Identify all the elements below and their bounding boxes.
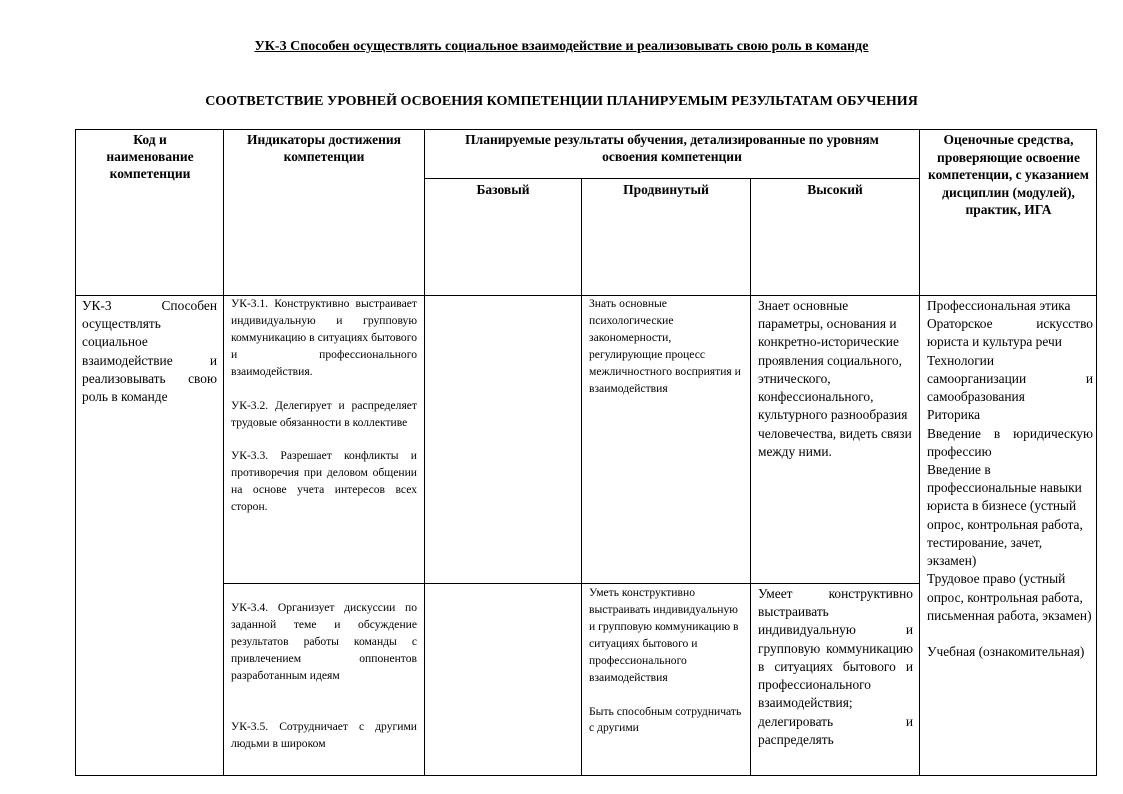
advanced-skill: Уметь конструктивно выстраивать индивидуальную и групповую коммуникацию в ситуациях бытового и профессионального взаимодействия: [589, 586, 739, 684]
row-divider: [424, 178, 920, 179]
assessment-item: Введение в юридическую профессию: [927, 425, 1093, 459]
advanced-result-2: [589, 585, 745, 737]
indicator-3-1: УК-3.1. Конструктивно выстраивает индивидуальную и групповую коммуникацию в ситуациях бытового и профессионального взаимодействия.: [231, 297, 417, 378]
indicator-3-4: УК-3.4. Организует дискуссии по заданной теме и обсуждение результатов работы команды с привлечением оппонентов разработанным идеям: [231, 601, 417, 682]
indicators-cell-1: [231, 296, 417, 516]
assessment-item: Риторика: [927, 407, 981, 423]
table-border-top: [75, 129, 1097, 130]
table-border-left: [75, 129, 76, 776]
assessment-item: Профессиональная этика: [927, 298, 1071, 313]
indicator-3-5: УК-3.5. Сотрудничает с другими людьми в широком: [231, 719, 417, 750]
indicator-3-3: УК-3.3. Разрешает конфликты и противоречия при деловом общении на основе учета интересов всех сторон.: [231, 449, 417, 514]
assessment-item: Введение в профессиональные навыки юриста в бизнесе (устный опрос, контрольная работа, тестирование, зачет, экзамен): [927, 461, 1083, 569]
header-advanced: Продвинутый: [623, 182, 709, 197]
assessment-cell: [927, 297, 1093, 661]
assessment-item: Учебная (ознакомительная): [927, 643, 1085, 659]
row-divider: [75, 295, 1097, 296]
header-planned-results: Планируемые результаты обучения, детализированные по уровням освоения компетенции: [465, 132, 879, 165]
high-result-1: Знает основные параметры, основания и конкретно-исторические проявления социального, этнического, конфессионального, культурного разнообразия человечества, видеть связи между ними.: [758, 298, 912, 459]
high-result-2: Умеет конструктивно выстраивать индивидуальную и групповую коммуникацию в ситуациях бытового и профессионального взаимодействия; делегировать и распределять: [758, 586, 913, 747]
row-divider: [223, 583, 920, 584]
indicator-3-2: УК-3.2. Делегирует и распределяет трудовые обязанности в коллективе: [231, 398, 417, 429]
column-divider: [223, 129, 224, 776]
assessment-item: Трудовое право (устный опрос, контрольная работа, письменная работа, экзамен): [927, 571, 1092, 623]
advanced-ability: Быть способным сотрудничать с другими: [589, 704, 742, 735]
header-high: Высокий: [807, 182, 863, 197]
page-title: УК-3 Способен осуществлять социальное взаимодействие и реализовывать свою роль в команде: [254, 39, 869, 54]
table-title: СООТВЕТСТВИЕ УРОВНЕЙ ОСВОЕНИЯ КОМПЕТЕНЦИИ ПЛАНИРУЕМЫМ РЕЗУЛЬТАТАМ ОБУЧЕНИЯ: [205, 94, 918, 109]
header-code: Код и наименование компетенции: [106, 132, 194, 182]
indicators-cell-2: [231, 600, 417, 752]
table-border-right: [1096, 129, 1097, 776]
column-divider: [919, 129, 920, 776]
header-basic: Базовый: [476, 182, 530, 197]
competence-name: УК-3 Способен осуществлять социальное взаимодействие и реализовывать свою роль в команде: [82, 298, 217, 405]
header-assessment: Оценочные средства, проверяющие освоение компетенции, с указанием дисциплин (модулей), практик, ИГА: [928, 132, 1089, 218]
header-indicators: Индикаторы достижения компетенции: [247, 132, 401, 165]
column-divider: [581, 178, 582, 776]
advanced-result-1: Знать основные психологические закономерности, регулирующие процесс межличностного восприятия и взаимодействия: [589, 297, 741, 395]
assessment-item: Технологии самоорганизации и самообразования: [927, 352, 1093, 405]
assessment-item: Ораторское искусство юриста и культура речи: [927, 316, 1093, 350]
column-divider: [424, 129, 425, 776]
column-divider: [750, 178, 751, 776]
table-border-bottom: [75, 775, 1097, 776]
